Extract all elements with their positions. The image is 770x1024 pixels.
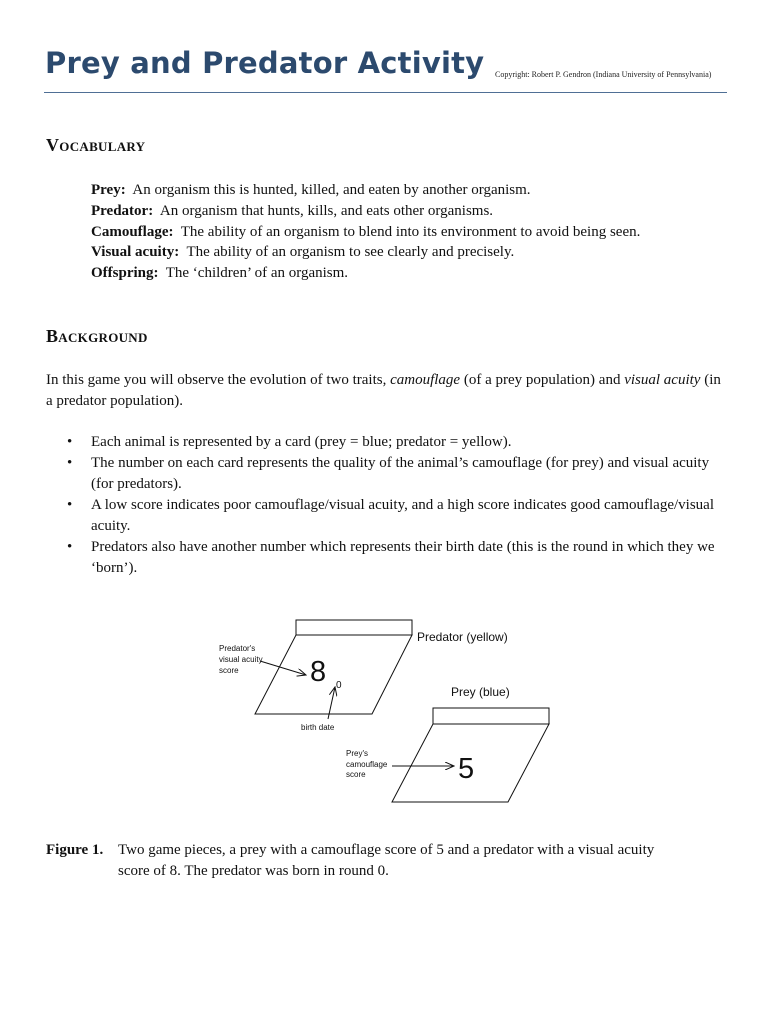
annotation-line: camouflage <box>346 760 388 769</box>
annotation-line: Predator's <box>219 644 256 653</box>
intro-text: In this game you will observe the evolution of two traits, <box>46 372 391 388</box>
game-pieces-figure <box>200 615 570 815</box>
background-intro <box>46 370 726 412</box>
vocab-definition: The ability of an organism to see clearly and precisely. <box>186 244 515 261</box>
bullet-text: The number on each card represents the quality of the animal’s camouflage (for prey) and visual acuity (for predators). <box>91 455 710 492</box>
bullet-text: A low score indicates poor camouflage/visual acuity, and a high score indicates good camouflage/visual acuity. <box>91 497 714 534</box>
bullet-item <box>60 453 720 495</box>
figure-caption <box>46 840 726 882</box>
page-title: Prey and Predator Activity <box>45 46 485 80</box>
predator-card <box>255 635 412 714</box>
birth-date-annotation: birth date <box>301 723 335 732</box>
predator-label: Predator (yellow) <box>417 630 508 644</box>
background-bullets <box>60 432 720 579</box>
annotation-line: score <box>219 666 239 675</box>
predator-annotation <box>219 644 265 675</box>
vocab-item-offspring <box>91 263 640 284</box>
intro-emphasis: visual acuity <box>624 372 701 388</box>
prey-score: 5 <box>458 753 475 785</box>
bullet-item <box>60 432 720 453</box>
intro-text: (of a prey population) and <box>460 372 625 388</box>
vocab-term: Prey: <box>91 182 126 198</box>
bullet-text: Each animal is represented by a card (prey = blue; predator = yellow). <box>91 434 512 450</box>
prey-label: Prey (blue) <box>451 685 510 699</box>
bullet-item <box>60 537 720 579</box>
bullet-text: Predators also have another number which represents their birth date (this is the round in which they we ‘born’). <box>91 539 715 576</box>
vocab-item-camouflage <box>91 222 640 243</box>
caption-label: Figure 1. <box>46 842 104 858</box>
caption-line-1: Two game pieces, a prey with a camouflage score of 5 and a predator with a visual acuity <box>118 842 655 858</box>
background-heading: Background <box>46 326 148 346</box>
vocabulary-heading: Vocabulary <box>46 135 146 155</box>
annotation-line: score <box>346 770 366 779</box>
vocab-term: Visual acuity: <box>91 244 180 261</box>
vocab-item-predator <box>91 201 640 222</box>
vocab-item-prey <box>91 180 640 201</box>
predator-birth-round: 0 <box>336 680 342 691</box>
vocab-term: Predator: <box>91 202 154 219</box>
vocab-definition: The ability of an organism to blend into its environment to avoid being seen. <box>180 223 641 240</box>
vocab-item-visual-acuity <box>91 242 640 263</box>
bullet-dot: • <box>67 497 73 513</box>
caption-line-2: score of 8. The predator was born in round 0. <box>118 863 389 879</box>
predator-score: 8 <box>310 656 327 688</box>
title-divider <box>44 92 727 93</box>
bullet-dot: • <box>67 455 73 471</box>
vocab-term: Offspring: <box>91 265 159 282</box>
bullet-item <box>60 495 720 537</box>
annotation-line: Prey's <box>346 749 368 758</box>
vocab-definition: The ‘children’ of an organism. <box>165 265 349 282</box>
vocab-term: Camouflage: <box>91 223 174 240</box>
intro-text: (in a predator population). <box>46 372 721 409</box>
vocab-definition: An organism this is hunted, killed, and eaten by another organism. <box>132 182 531 198</box>
prey-card-tab <box>433 708 549 724</box>
predator-card-tab <box>296 620 412 635</box>
intro-emphasis: camouflage <box>390 372 461 388</box>
prey-annotation <box>346 749 390 779</box>
copyright-note: Copyright: Robert P. Gendron (Indiana University of Pennsylvania) <box>495 70 712 79</box>
bullet-dot: • <box>67 434 73 450</box>
annotation-line: visual acuity <box>219 655 263 664</box>
bullet-dot: • <box>67 539 73 555</box>
vocabulary-list <box>91 180 640 284</box>
vocab-definition: An organism that hunts, kills, and eats other organisms. <box>159 202 494 219</box>
